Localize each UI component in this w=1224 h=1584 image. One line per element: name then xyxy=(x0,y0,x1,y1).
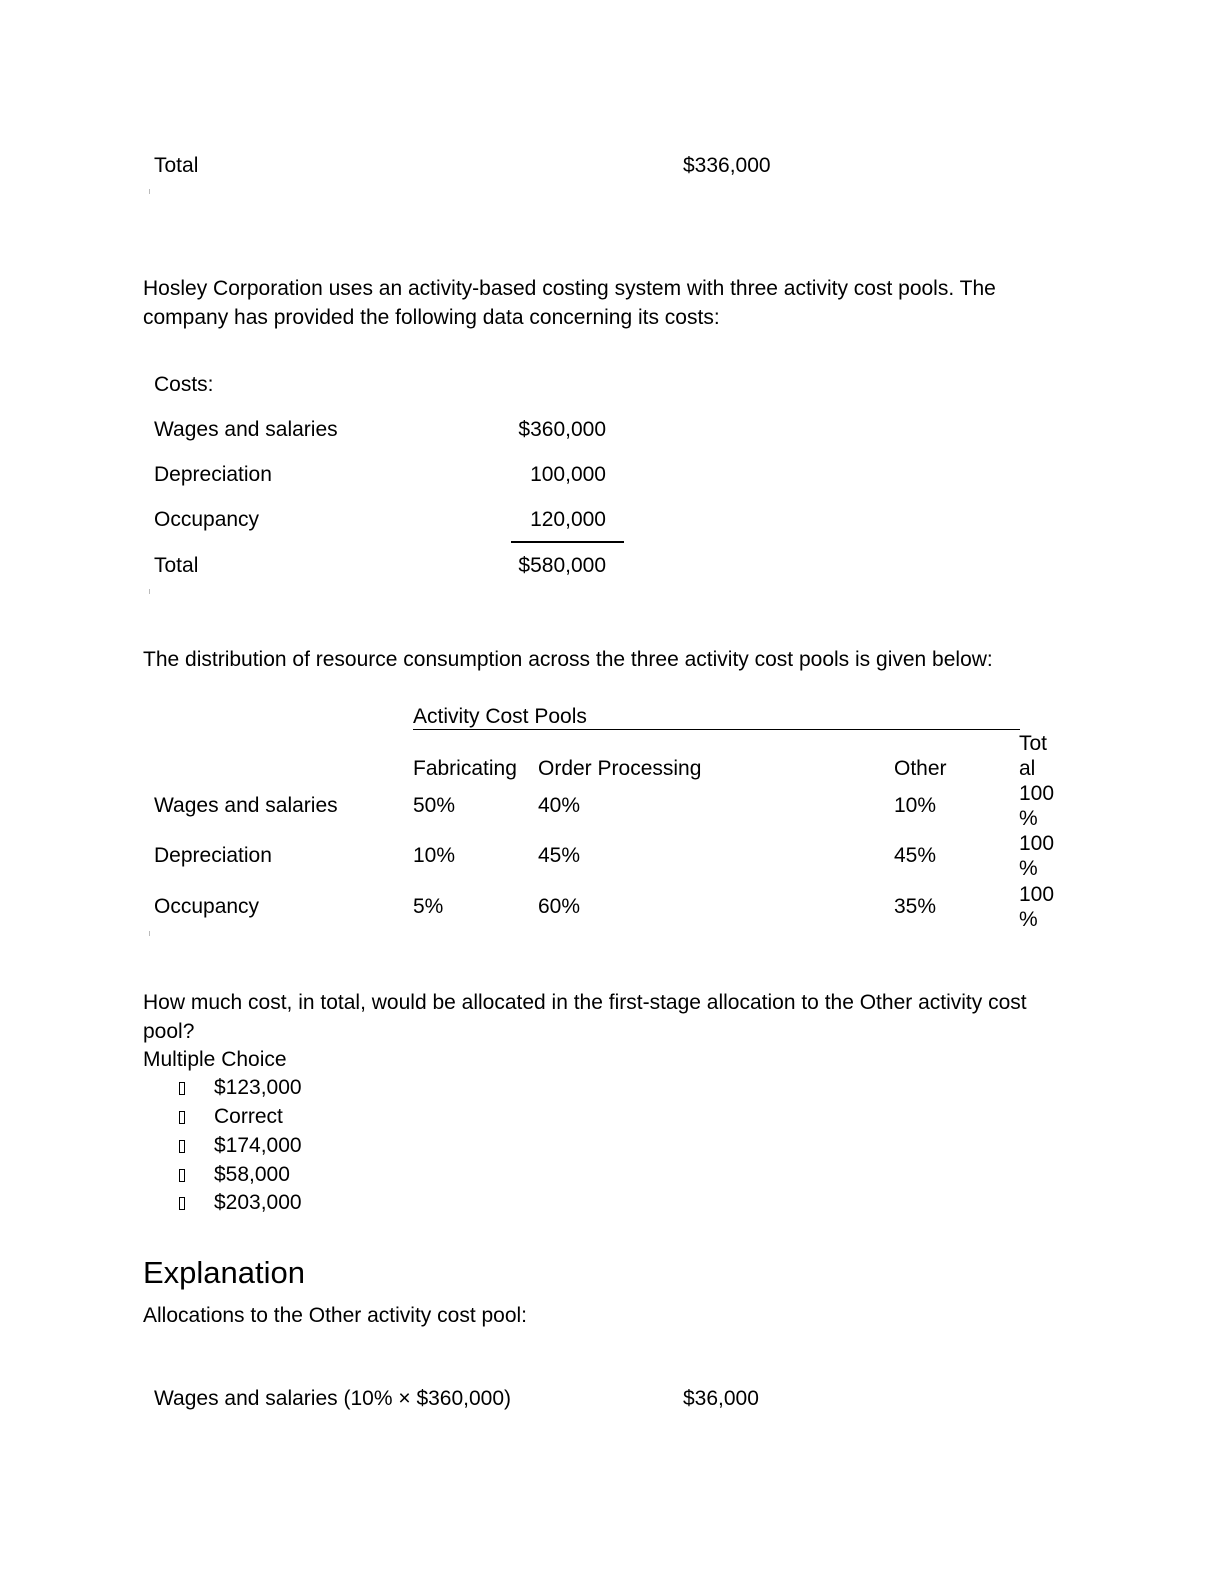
cost-row-label: Occupancy xyxy=(154,508,260,531)
choice-label: $123,000 xyxy=(214,1076,302,1099)
column-header-fabricating: Fabricating xyxy=(413,757,517,780)
distribution-cell: 45% xyxy=(538,844,581,867)
table-end-marker xyxy=(149,589,150,594)
cost-row-label: Wages and salaries xyxy=(154,418,338,441)
table-end-marker xyxy=(149,931,150,936)
distribution-row-label: Depreciation xyxy=(154,844,272,867)
column-header-order-processing: Order Processing xyxy=(538,757,702,780)
group-header-rule xyxy=(413,729,1020,730)
distribution-row-label: Wages and salaries xyxy=(154,794,338,817)
total-header-line: al xyxy=(1019,757,1036,780)
costs-heading: Costs: xyxy=(154,373,214,396)
subtotal-rule xyxy=(511,541,624,543)
choice-label: $174,000 xyxy=(214,1134,302,1157)
distribution-row-label: Occupancy xyxy=(154,895,260,918)
distribution-cell: 10% xyxy=(413,844,456,867)
distribution-total-cell xyxy=(1019,882,1054,932)
distribution-cell: 40% xyxy=(538,794,581,817)
distribution-paragraph: The distribution of resource consumption across the three activity cost pools is given below: xyxy=(143,648,993,671)
missing-glyph-bullet-icon xyxy=(179,1197,185,1210)
total-cell-line: % xyxy=(1019,857,1038,880)
distribution-cell: 10% xyxy=(894,794,937,817)
multiple-choice-label: Multiple Choice xyxy=(143,1048,287,1071)
choice-label: $203,000 xyxy=(214,1191,302,1214)
total-cell-line: 100 xyxy=(1019,832,1055,855)
explanation-row-value: $36,000 xyxy=(683,1387,759,1410)
cost-total-value: $580,000 xyxy=(518,554,606,577)
activity-cost-pools-header: Activity Cost Pools xyxy=(413,705,587,728)
cost-row-value: 120,000 xyxy=(530,508,606,531)
total-cell-line: % xyxy=(1019,908,1038,931)
cost-total-label: Total xyxy=(154,554,199,577)
question-text: How much cost, in total, would be allocated in the first-stage allocation to the Other activity cost pool? xyxy=(143,991,1027,1043)
intro-paragraph: Hosley Corporation uses an activity-based costing system with three activity cost pools. The company has provided the following data concerning its costs: xyxy=(143,277,996,329)
column-header-other: Other xyxy=(894,757,947,780)
explanation-intro: Allocations to the Other activity cost pool: xyxy=(143,1304,528,1327)
distribution-total-cell xyxy=(1019,831,1054,881)
distribution-cell: 50% xyxy=(413,794,456,817)
choice-label: $58,000 xyxy=(214,1163,290,1186)
column-header-total xyxy=(1019,731,1047,781)
distribution-cell: 60% xyxy=(538,895,581,918)
distribution-cell: 45% xyxy=(894,844,937,867)
choice-label: Correct xyxy=(214,1105,283,1128)
total-cell-line: % xyxy=(1019,807,1038,830)
explanation-row-label: Wages and salaries (10% × $360,000) xyxy=(154,1387,512,1410)
distribution-cell: 5% xyxy=(413,895,444,918)
cost-row-value: 100,000 xyxy=(530,463,606,486)
cost-row-label: Depreciation xyxy=(154,463,272,486)
distribution-cell: 35% xyxy=(894,895,937,918)
missing-glyph-bullet-icon xyxy=(179,1169,185,1182)
missing-glyph-bullet-icon xyxy=(179,1140,185,1153)
missing-glyph-bullet-icon xyxy=(179,1082,185,1095)
top-total-value: $336,000 xyxy=(683,154,771,177)
missing-glyph-bullet-icon xyxy=(179,1111,185,1124)
cost-row-value: $360,000 xyxy=(518,418,606,441)
total-header-line: Tot xyxy=(1019,732,1048,755)
distribution-total-cell xyxy=(1019,781,1054,831)
total-cell-line: 100 xyxy=(1019,883,1055,906)
table-end-marker xyxy=(149,189,150,194)
total-cell-line: 100 xyxy=(1019,782,1055,805)
top-total-label: Total xyxy=(154,154,199,177)
explanation-heading: Explanation xyxy=(143,1255,306,1290)
